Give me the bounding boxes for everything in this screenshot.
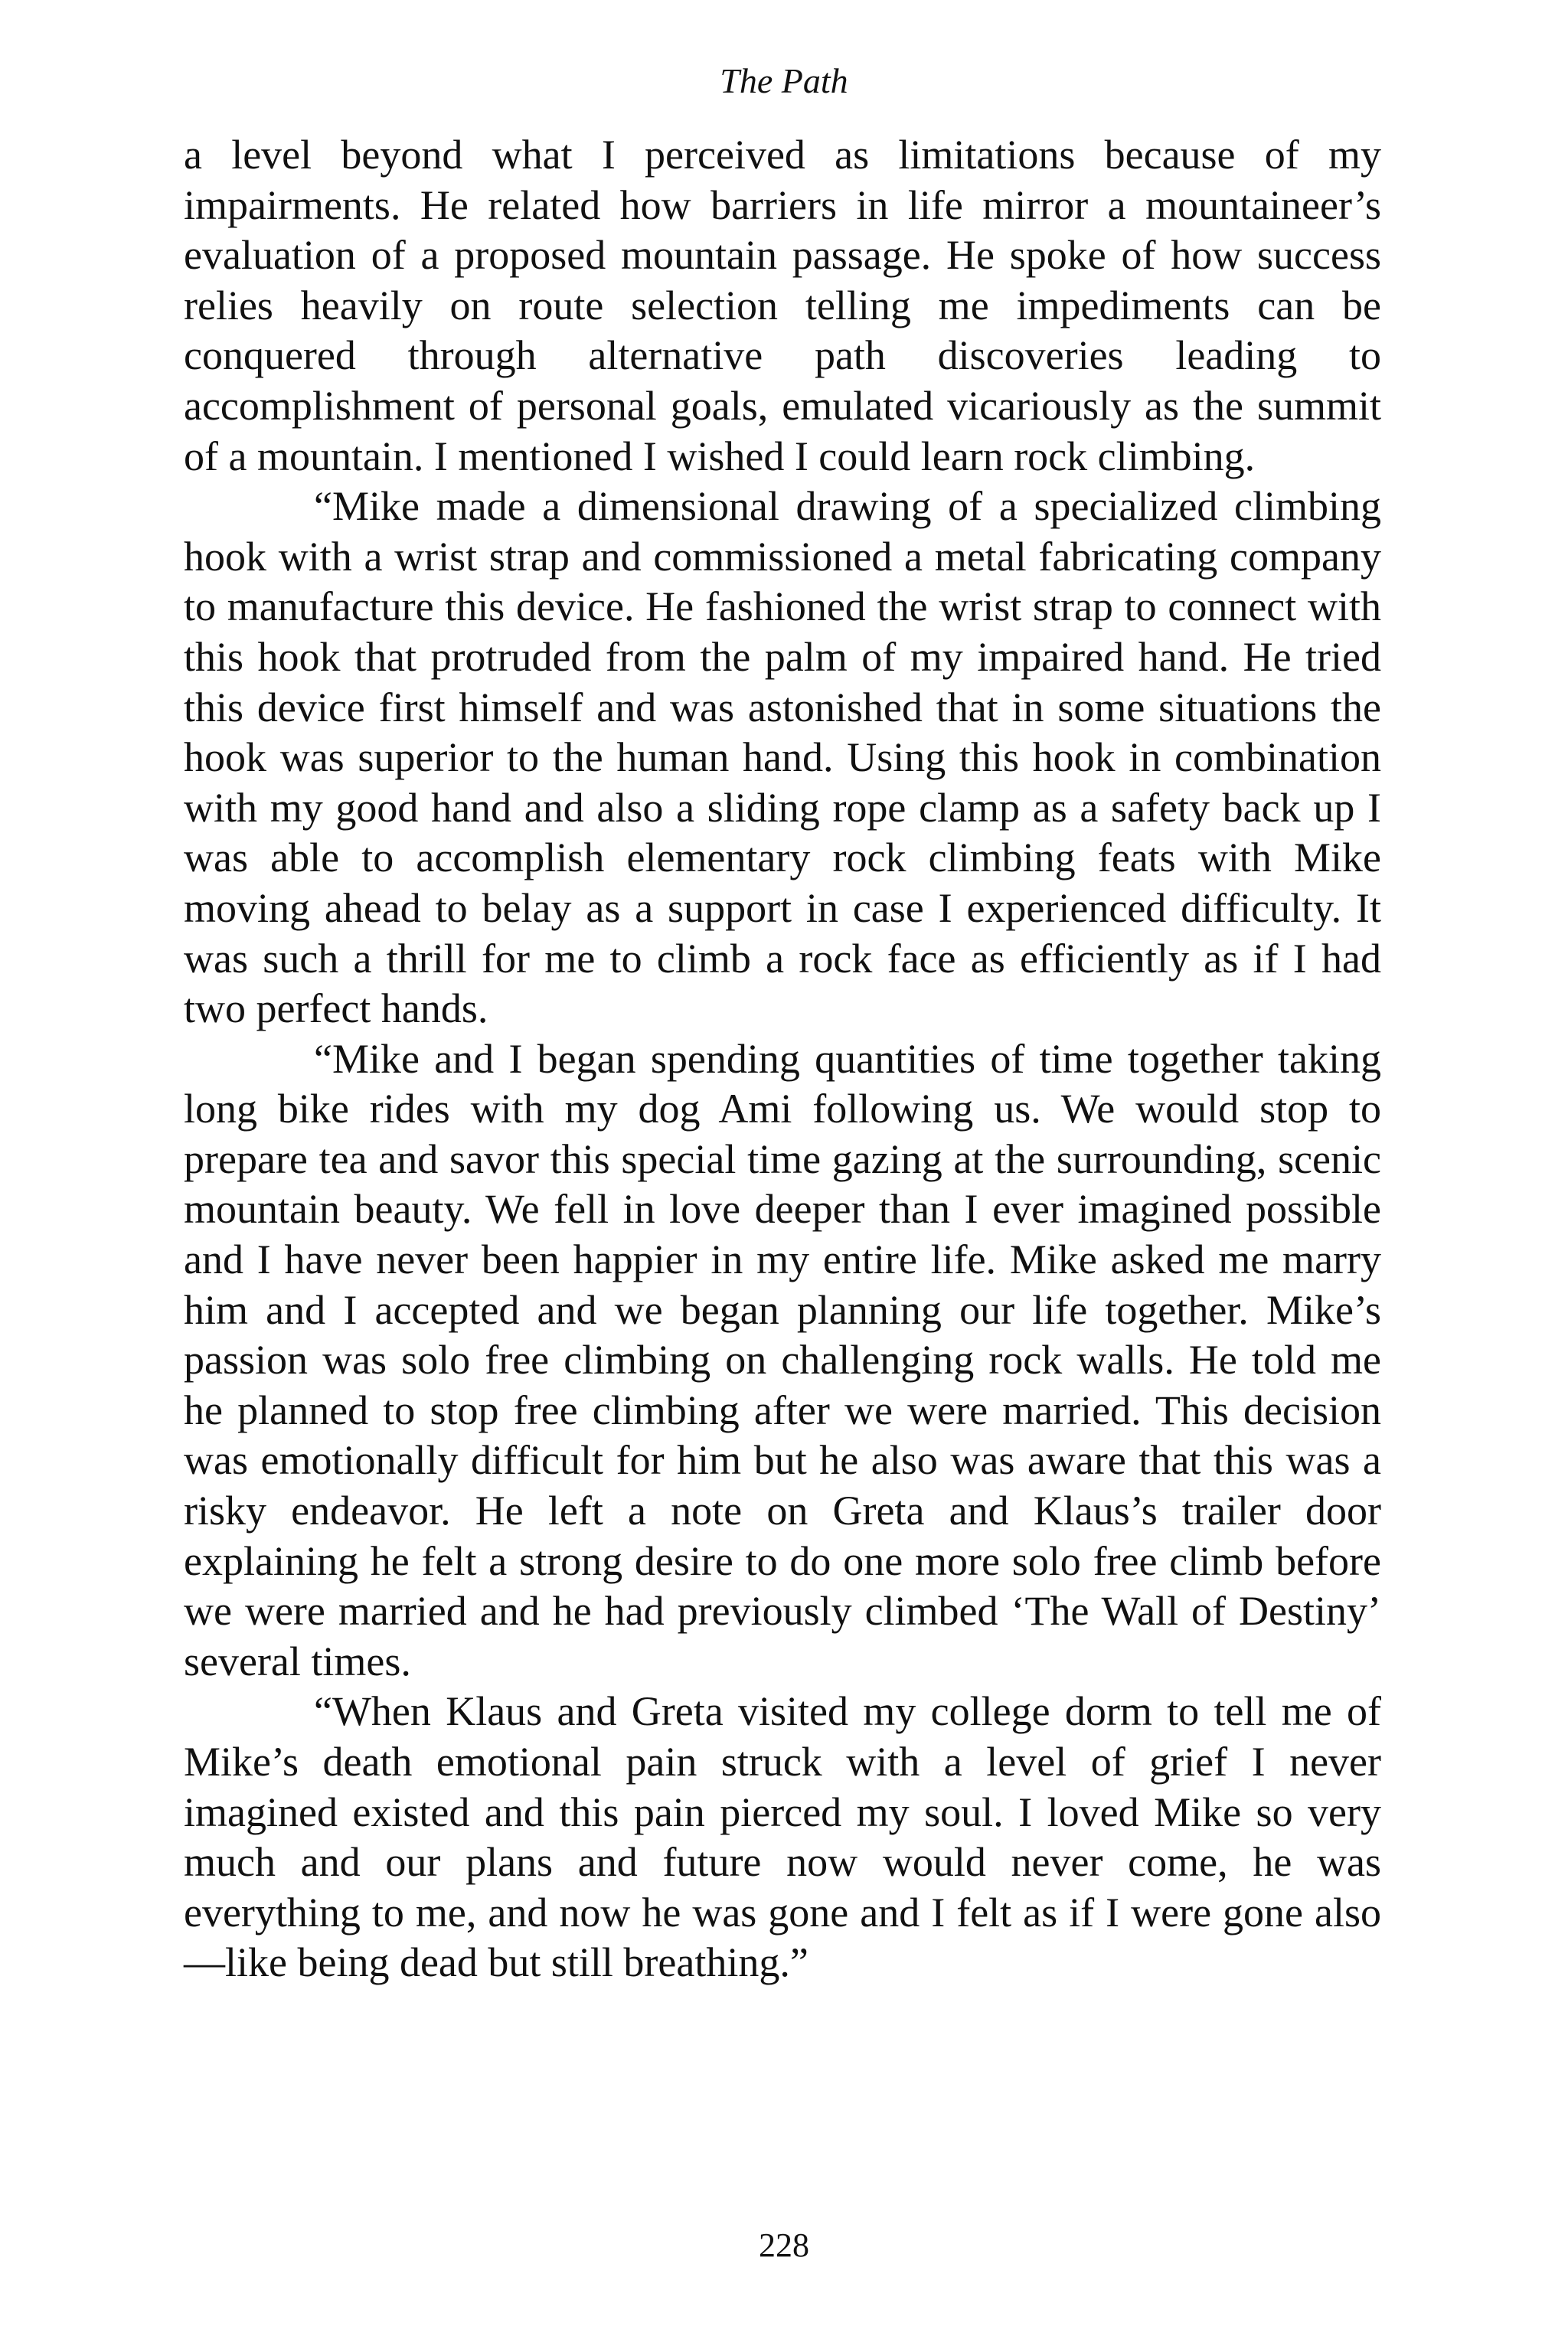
paragraph-2: “Mike made a dimensional drawing of a specialized climbing hook with a wrist strap and commissioned a metal fabricating company to manufacture this device. He fashioned the wrist strap to connect with this hook that protruded from the palm of my impaired hand. He tried this device first himself and was astonished that in some situations the hook was superior to the human hand. Using this hook in combination with my good hand and also a sliding rope clamp as a safety back up I was able to accomplish elementary rock climbing feats with Mike moving ahead to belay as a support in case I experienced difficulty. It was such a thrill for me to climb a rock face as efficiently as if I had two perfect hands. [184,483,1381,1032]
page-number: 228 [759,2226,809,2264]
paragraph-1: a level beyond what I perceived as limitations because of my impairments. He related how barriers in life mirror a mountaineer’s evaluation of a proposed mountain passage. He spoke of how success relies heavily on route selection telling me impediments can be conquered through alternative path discoveries leading to accomplishment of personal goals, emulated vicariously as the summit of a mountain. I mentioned I wished I could learn rock climbing. [184,132,1381,479]
paragraph-4: “When Klaus and Greta visited my college dorm to tell me of Mike’s death emotional pain struck with a level of grief I never imagined existed and this pain pierced my soul. I loved Mike so very much and our plans and future now would never come, he was everything to me, and now he was gone and I felt as if I were gone also—like being dead but still breathing.” [184,1688,1381,1986]
running-header: The Path [720,61,848,100]
paragraph-3: “Mike and I began spending quantities of time together taking long bike rides with my dog Ami following us. We would stop to prepare tea and savor this special time gazing at the surrounding, scenic mountain beauty. We fell in love deeper than I ever imagined possible and I have never been happier in my entire life. Mike asked me marry him and I accepted and we began planning our life together. Mike’s passion was solo free climbing on challenging rock walls. He told me he planned to stop free climbing after we were married. This decision was emotionally difficult for him but he also was aware that this was a risky endeavor. He left a note on Greta and Klaus’s trailer door explaining he felt a strong desire to do one more solo free climb before we were married and he had previously climbed ‘The Wall of Destiny’ several times. [184,1035,1381,1684]
body-text [184,130,1381,1988]
